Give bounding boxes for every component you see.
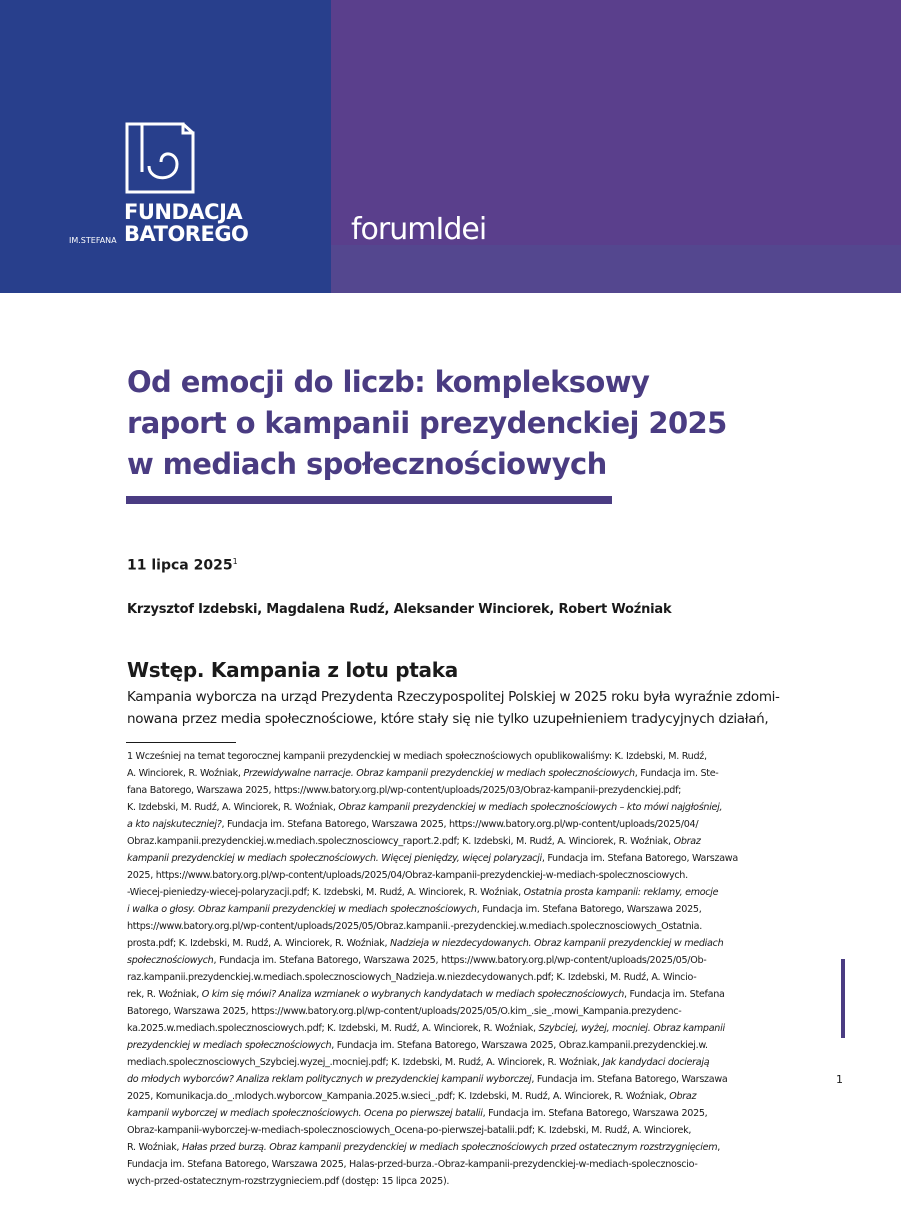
footnote-line [127, 867, 777, 884]
footnote-line [127, 799, 777, 816]
footnote-line [127, 952, 777, 969]
section-heading: Wstęp. Kampania z lotu ptaka [127, 658, 458, 682]
footnote-text: , Fundacja im. Stefana Batorego, Warszawa 2025, https://www.batory.org.pl/wp-content/uploads/2025/05/Ob- [213, 955, 707, 966]
footnote-citation-title: Obraz [673, 836, 701, 847]
footnote-text: -Wiecej-pieniedzy-wiecej-polaryzacji.pdf; K. Izdebski, M. Rudź, A. Winciorek, R. Woźniak, [127, 887, 524, 898]
logo-text-line2: BATOREGO [124, 222, 249, 246]
footnote-line [127, 918, 777, 935]
footnote-citation-title: do młodych wyborców? Analiza reklam politycznych w prezydenckiej kampanii wyborczej [127, 1074, 532, 1085]
footnote-citation-title: Hałas przed burzą. Obraz kampanii prezydenckiej w mediach społecznościowych przed ostatecznym rozstrzygnięciem [181, 1142, 718, 1153]
footnote-line [127, 782, 777, 799]
footnote-line [127, 986, 777, 1003]
series-name: forumIdei [351, 212, 487, 247]
footnote-text: Obraz.kampanii.prezydenckiej.w.mediach.spolecznosciowcy_raport.2.pdf; K. Izdebski, M. Rudź, A. Winciorek, R. Woźniak, [127, 836, 674, 847]
footnote-line [127, 884, 777, 901]
footnote-text: , Fundacja im. Stefana Batorego, Warszawa 2025, https://www.batory.org.pl/wp-content/uploads/2025/04/ [221, 819, 699, 830]
footnote-citation-title: kampanii prezydenckiej w mediach społecznościowych. Więcej pieniędzy, więcej polaryzacji [127, 853, 542, 864]
footnote-text: , Fundacja im. Stefana Batorego, Warszawa 2025, [482, 1108, 708, 1119]
footnote-citation-title: Przewidywalne narracje. Obraz kampanii prezydenckiej w mediach społecznościowych [243, 768, 635, 779]
footnote-text: 1 Wcześniej na temat tegorocznej kampanii prezydenckiej w mediach społecznościowych opublikowaliśmy: K. Izdebski, M. Rudź, [127, 751, 707, 762]
date-text: 11 lipca 2025 [127, 557, 233, 574]
footnote-line [127, 1071, 777, 1088]
footnote-citation-title: Obraz kampanii prezydenckiej w mediach społecznościowych – kto mówi najgłośniej, [338, 802, 723, 813]
footnote-citation-title: O kim się mówi? Analiza wzmianek o wybranych kandydatach w mediach społecznościowych [201, 989, 624, 1000]
title-line: Od emocji do liczb: kompleksowy [127, 365, 650, 399]
footnote-line [127, 1088, 777, 1105]
footnote-citation-title: Nadzieja w niezdecydowanych. Obraz kampanii prezydenckiej w mediach [389, 938, 724, 949]
body-line: nowana przez media społecznościowe, które stały się nie tylko uzupełnieniem tradycyjnych działań, [127, 711, 769, 727]
footnote-text: , Fundacja im. Stefana Batorego, Warszawa [541, 853, 738, 864]
footnote-text: raz.kampanii.prezydenckiej.w.mediach.spolecznosciowych_Nadzieja.w.niezdecydowanych.pdf; K. Izdebski, M. Rudź, A. Wincio- [127, 972, 697, 983]
authors: Krzysztof Izdebski, Magdalena Rudź, Aleksander Winciorek, Robert Woźniak [127, 602, 672, 617]
footnote-line [127, 1020, 777, 1037]
footnote-line [127, 765, 777, 782]
footnote-text: , [717, 1142, 721, 1153]
footnote-text: prosta.pdf; K. Izdebski, M. Rudź, A. Winciorek, R. Woźniak, [127, 938, 390, 949]
body-line: Kampania wyborcza na urząd Prezydenta Rzeczypospolitej Polskiej w 2025 roku była wyraźnie zdomi- [127, 689, 780, 705]
footnote-line [127, 1156, 777, 1173]
footnote-text: A. Winciorek, R. Woźniak, [127, 768, 244, 779]
footnote-text: Fundacja im. Stefana Batorego, Warszawa 2025, Halas-przed-burza.-Obraz-kampanii-prezydenckiej-w-mediach-spolecznoscio- [127, 1159, 698, 1170]
footnote-text: R. Woźniak, [127, 1142, 182, 1153]
document-title [127, 362, 767, 485]
footnote-citation-title: Obraz [669, 1091, 697, 1102]
footnote-line [127, 935, 777, 952]
side-accent-bar [841, 959, 845, 1038]
foundation-logo-icon [125, 122, 195, 194]
section-body [127, 686, 787, 730]
title-line: w mediach społecznościowych [127, 447, 607, 481]
title-line: raport o kampanii prezydenckiej 2025 [127, 406, 727, 440]
page-number: 1 [836, 1073, 843, 1086]
footnote-text: K. Izdebski, M. Rudź, A. Winciorek, R. Woźniak, [127, 802, 339, 813]
footnote-citation-title: a kto najskuteczniej? [127, 819, 222, 830]
footnote-citation-title: i walka o głosy. Obraz kampanii prezydenckiej w mediach społecznościowych [127, 904, 477, 915]
footnote-text: , Fundacja im. Stefana [623, 989, 725, 1000]
footnote-citation-title: społecznościowych [127, 955, 214, 966]
logo-text-line1: FUNDACJA [124, 200, 243, 224]
footnote-text: wych-przed-ostatecznym-rozstrzygnieciem.pdf (dostęp: 15 lipca 2025). [127, 1176, 450, 1187]
footnote-line [127, 969, 777, 986]
footnote-text: , Fundacja im. Stefana Batorego, Warszawa 2025, [476, 904, 702, 915]
footnote-line [127, 1173, 777, 1190]
footnote-line [127, 1105, 777, 1122]
title-underline [126, 496, 612, 504]
footnote-text: Batorego, Warszawa 2025, https://www.batory.org.pl/wp-content/uploads/2025/05/O.kim_.sie_.mowi_Kampania.prezydenc- [127, 1006, 682, 1017]
footnote-line [127, 816, 777, 833]
footnote-text: ka.2025.w.mediach.spolecznosciowych.pdf; K. Izdebski, M. Rudź, A. Winciorek, R. Woźniak, [127, 1023, 539, 1034]
footnote-line [127, 833, 777, 850]
header-right-band [331, 245, 901, 293]
footnote-line [127, 1037, 777, 1054]
footnote-text: mediach.spolecznosciowych_Szybciej.wyzej_.mocniej.pdf; K. Izdebski, M. Rudź, A. Winciorek, R. Woźniak, [127, 1057, 603, 1068]
footnote-line [127, 1122, 777, 1139]
footnote-text: https://www.batory.org.pl/wp-content/uploads/2025/05/Obraz.kampanii.-prezydenckiej.w.mediach.spolecznosciowych_Ostatnia. [127, 921, 703, 932]
footnote-text: rek, R. Woźniak, [127, 989, 202, 1000]
footnote [127, 748, 777, 1190]
footnote-citation-title: kampanii wyborczej w mediach społecznościowych. Ocena po pierwszej batalii [127, 1108, 483, 1119]
footnote-line [127, 748, 777, 765]
publication-date [127, 557, 238, 574]
footnote-text: 2025, Komunikacja.do_.mlodych.wyborcow_Kampania.2025.w.sieci_.pdf; K. Izdebski, M. Rudź, A. Winciorek, R. Woźniak, [127, 1091, 670, 1102]
footnote-line [127, 1054, 777, 1071]
footnote-text: 2025, https://www.batory.org.pl/wp-content/uploads/2025/04/Obraz-kampanii-prezydenckiej-w-mediach-spolecznosciowych. [127, 870, 688, 881]
footnote-line [127, 850, 777, 867]
footnote-text: Obraz-kampanii-wyborczej-w-mediach-spolecznosciowych_Ocena-po-pierwszej-batalii.pdf; K. Izdebski, M. Rudź, A. Winciorek, [127, 1125, 692, 1136]
footnote-line [127, 1139, 777, 1156]
footnote-citation-title: Jak kandydaci docierają [602, 1057, 710, 1068]
footnote-ref[interactable]: 1 [232, 557, 238, 566]
footnote-line [127, 901, 777, 918]
footnote-text: , Fundacja im. Stefana Batorego, Warszawa 2025, Obraz.kampanii.prezydenckiej.w. [331, 1040, 708, 1051]
footnote-text: , Fundacja im. Ste- [634, 768, 719, 779]
footnote-separator [126, 742, 236, 743]
footnote-line [127, 1003, 777, 1020]
footnote-citation-title: prezydenckiej w mediach społecznościowych [127, 1040, 332, 1051]
footnote-citation-title: Szybciej, wyżej, mocniej. Obraz kampanii [538, 1023, 725, 1034]
logo-text-prefix: IM.STEFANA [69, 236, 117, 245]
footnote-text: fana Batorego, Warszawa 2025, https://www.batory.org.pl/wp-content/uploads/2025/03/Obraz-kampanii-prezydenckiej.pdf; [127, 785, 682, 796]
footnote-text: , Fundacja im. Stefana Batorego, Warszawa [531, 1074, 728, 1085]
footnote-citation-title: Ostatnia prosta kampanii: reklamy, emocje [523, 887, 719, 898]
